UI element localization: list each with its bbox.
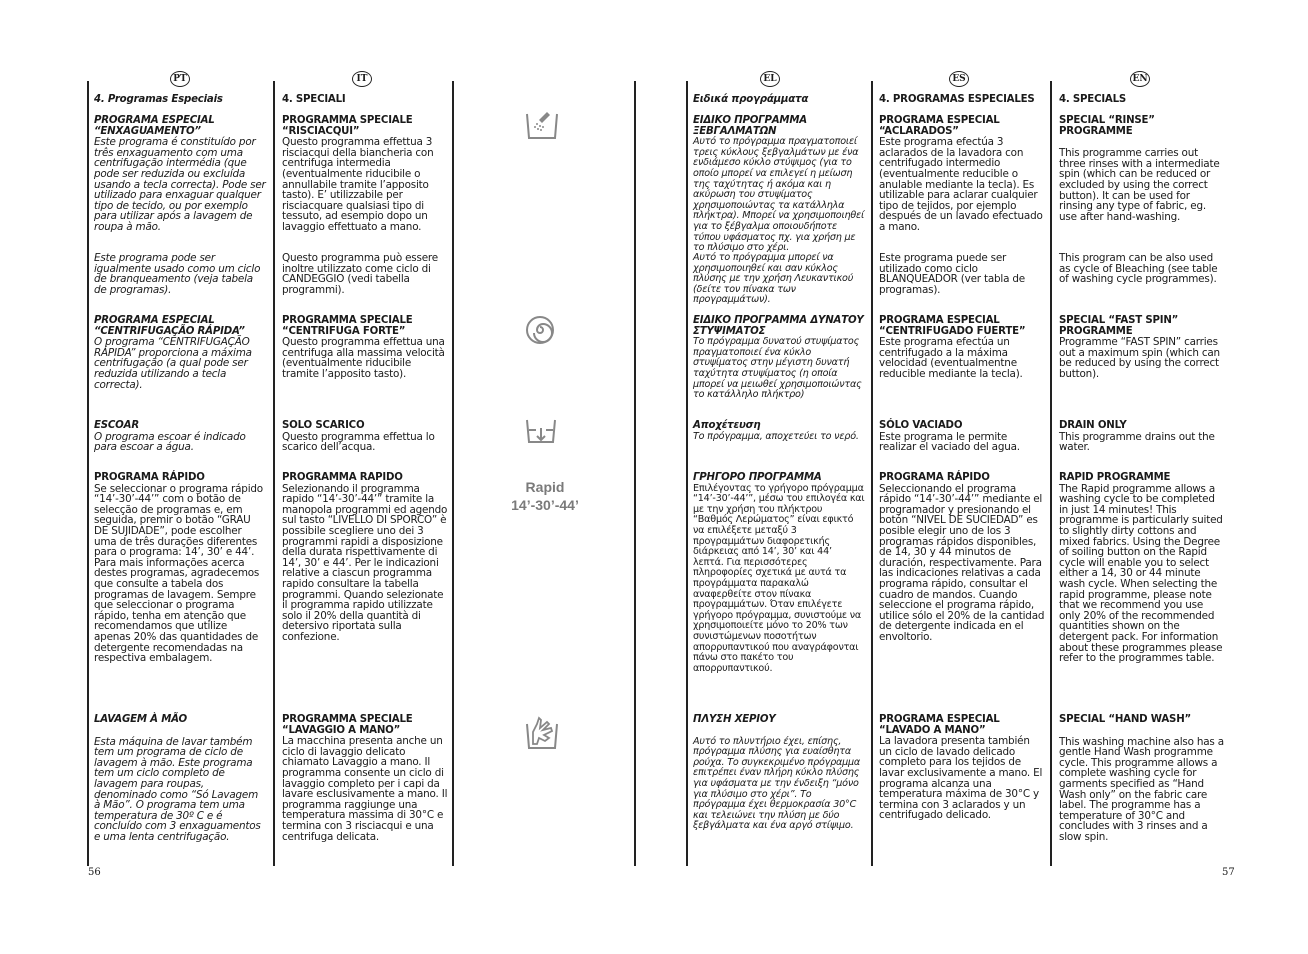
section-spin — [1059, 316, 1225, 380]
section-text: The Rapid programme allows a washing cycle to be completed in just 14 minutes! This programme is particularly suited to slightly dirty cottons and mixed fabrics. Using the Degree of soiling button on the Rapid cycle will enable you to select either a 14, 30 or 44 minute wash cycle. When selecting the rapid programme, please note that we recommend you use only 20% of the recommended quantities shown on the detergent pack. For information about these programmes please refer to the programmes table. — [1059, 482, 1223, 665]
section-text: Este programa é constituído por três enxaguamento com uma centrifugação intermédia (que pode ser reduzida ou excluída usando a tecla correcta). Pode ser utilizado para enxaguar qualquer tipo de tecido, ou por exemplo para utilizar após a lavagem de roupa à mão. — [94, 136, 266, 233]
section-rapid — [879, 473, 1045, 643]
section-drain — [94, 421, 266, 453]
section-title: PROGRAMMA SPECIALE “LAVAGGIO A MANO” — [282, 714, 413, 736]
section-title: SPECIAL “FAST SPIN” PROGRAMME — [1059, 315, 1179, 337]
section-text: La macchina presenta anche un ciclo di lavaggio delicato chiamato Lavaggio a mano. Il programma consente un ciclo di lavaggio completo per i capi da lavare esclusivamente a mano. Il programma raggiunge una temperatura massima di 30°C e termina con 3 risciacqui e una centrifuga delicata. — [282, 735, 448, 843]
section-text: O programa “CENTRIFUGAÇÃO RÁPIDA” proporciona a máxima centrifugação (a qual pode ser reduzida utilizando a tecla correcta). — [94, 336, 252, 391]
section-text: Selezionando il programma rapido “14’-30’-44’” tramite la manopola programmi ed agendo sul tasto “LIVELLO DI SPORCO” è possibile scegliere uno dei 3 programmi rapidi a disposizione della durata rispettivamente di 14’, 30’ e 44’. Per le indicazioni relative a ciascun programma rapido consultare la tabella programmi. Quando selezionate il programma rapido utilizzate solo il 20% della quantità di detersivo riportata sulla confezione. — [282, 482, 448, 643]
section-title: DRAIN ONLY — [1059, 420, 1127, 431]
section-rapid — [693, 473, 865, 674]
section-rinse — [879, 116, 1045, 233]
section-text: Esta máquina de lavar também tem um programa de ciclo de lavagem à mão. Este programa tem um ciclo completo de lavagem para roupas, denominado como “Só Lavagem à Mão”. O programa tem uma temperatura de 30º C e é concluído com 3 enxaguamentos e uma lenta centrifugação. — [94, 735, 261, 843]
column-divider — [452, 81, 454, 866]
rinse-shower-icon — [525, 110, 559, 140]
section-text: This programme drains out the water. — [1059, 430, 1215, 454]
column-divider — [87, 81, 89, 866]
section-spin — [282, 316, 448, 380]
section-title: ΕΙΔΙΚΟ ΠΡΟΓΡΑΜΜΑ ΞΕΒΓΑΛΜΑΤΩΝ — [693, 115, 807, 137]
column-divider — [634, 81, 636, 866]
section-title: PROGRAMA ESPECIAL “CENTRIFUGAÇÃO RÁPIDA” — [94, 315, 245, 337]
section-text: Αυτό το πλυντήριο έχει, επίσης, πρόγραμμα πλύσης για ευαίσθητα ρούχα. Το συγκεκριμένο πρόγραμμα επιτρέπει έναν πλήρη κύκλο πλύσης για υφάσματα με την ένδειξη “μόνο για πλύσιμο στο χέρι”. Το πρόγραμμα έχει θερμοκρασία 30°C και τελειώνει την πλύση με δύο ξεβγάλματα και ένα αργό στίψιμο. — [693, 735, 861, 832]
language-badge-pt: PT — [170, 71, 190, 87]
section-title: PROGRAMMA SPECIALE “CENTRIFUGA FORTE” — [282, 315, 413, 337]
section-drain — [282, 421, 448, 453]
section-text: Το πρόγραμμα, αποχετεύει το νερό. — [693, 430, 859, 442]
section-title: PROGRAMA ESPECIAL “CENTRIFUGADO FUERTE” — [879, 315, 1026, 337]
section-text: This program can be also used as cycle of Bleaching (see table of washing cycle programmes). — [1059, 252, 1218, 286]
hand-wash-icon — [525, 714, 559, 750]
language-badge-es: ES — [949, 71, 969, 87]
section-hand-wash — [693, 715, 865, 832]
section-drain — [879, 421, 1045, 453]
section-title: PROGRAMA ESPECIAL “ACLARADOS” — [879, 115, 1000, 137]
drain-icon — [525, 418, 557, 448]
section-title: SPECIAL “HAND WASH” — [1059, 714, 1192, 725]
section-text: Questo programma può essere inoltre utilizzato come ciclo di CANDEGGIO (vedi tabella programmi). — [282, 252, 438, 296]
section-title: ESCOAR — [94, 420, 139, 431]
section-text: Se seleccionar o programa rápido “14’-30’-44’” com o botão de selecção de programas e, em seguida, premir o botão “GRAU DE SUJIDADE”, pode escolher uma de três durações diferentes para o programa: 14’, 30’ e 44’. Para mais informações acerca destes programas, agradecemos que consulte a tabela dos programas de lavagem. Sempre que seleccionar o programa rápido, tenha em atenção que recomendamos que utilize apenas 20% das quantidades de detergente recomendadas na respectiva embalagem. — [94, 482, 263, 665]
section-title: ΓΡΗΓΟΡΟ ΠΡΟΓΡΑΜΜΑ — [693, 472, 822, 483]
section-title: SOLO SCARICO — [282, 420, 365, 431]
section-title: PROGRAMA ESPECIAL “ENXAGUAMENTO” — [94, 115, 215, 137]
section-hand-wash — [879, 715, 1045, 821]
rapid-label — [500, 478, 590, 514]
column-divider — [1050, 81, 1052, 866]
section-text: La lavadora presenta también un ciclo de lavado delicado completo para los tejidos de lavar exclusivamente a mano. El programa alcanza una temperatura máxima de 30°C y termina con 3 aclarados y un centrifugado delicado. — [879, 735, 1043, 822]
column-divider — [273, 81, 275, 866]
section-rinse — [282, 116, 448, 233]
section-text: Το πρόγραμμα δυνατού στυψίματος πραγματοποιεί ένα κύκλο στυψίματος στην μέγιστη δυνατή ταχύτητα στυψίματος (η οποία μπορεί να μειωθεί χρησιμοποιώντας το κατάλληλο πλήκτρο) — [693, 336, 862, 401]
section-text: Questo programma effettua lo scarico dell’acqua. — [282, 430, 435, 454]
section-heading: Ειδικά προγράμματα — [693, 94, 809, 105]
section-text: Este programa efectúa 3 aclarados de la lavadora con centrifugado intermedio (eventualmente reducible o anulable mediante la tecla). Es utilizable para aclarar cualquier tipo de tejidos, por ejemplo después de un lavado efectuado a mano. — [879, 136, 1043, 233]
section-title: ΕΙΔΙΚΟ ΠΡΟΓΡΑΜΜΑ ΔΥΝΑΤΟΥ ΣΤΥΨΙΜΑΤΟΣ — [693, 315, 864, 337]
section-title: PROGRAMA RÁPIDO — [879, 472, 990, 483]
column-divider — [686, 81, 688, 866]
section-title: SPECIAL “RINSE” PROGRAMME — [1059, 115, 1155, 137]
section-title: PROGRAMA ESPECIAL “LAVADO A MANO” — [879, 714, 1000, 736]
language-badge-en: EN — [1130, 71, 1150, 87]
section-text: Επιλέγοντας το γρήγορο πρόγραμμα “14’-30’-44’”, μέσω του επιλογέα και με την χρήση του πλήκτρου “Βαθμός Λερώματος” είναι εφικτό να επιλέξετε μεταξύ 3 προγραμμάτων διαφορετικής διάρκειας από 14’, 30’ και 44’ λεπτά. Για περισσότερες πληροφορίες σχετικά με αυτά τα προγράμματα παρακαλώ αναφερθείτε στον πίνακα προγραμμάτων. Όταν επιλέγετε γρήγορο πρόγραμμα, συνιστούμε να χρησιμοποιείτε μόνο το 20% των συνιστώμενων ποσοτήτων απορρυπαντικού που αναγράφονται πάνω στο πακέτο του απορρυπαντικού. — [693, 482, 865, 674]
page-number-right: 57 — [1222, 867, 1235, 878]
section-title: LAVAGEM À MÃO — [94, 714, 187, 725]
section-rinse — [94, 116, 266, 233]
language-badge-el: EL — [760, 71, 780, 87]
section-text: Programme “FAST SPIN” carries out a maximum spin (which can be reduced by using the correct button). — [1059, 336, 1220, 380]
section-spin — [693, 316, 865, 401]
spin-spiral-icon — [525, 315, 555, 345]
section-text: Este programa efectúa un centrifugado a la máxima velocidad (eventualmentne reducible mediante la tecla). — [879, 336, 1023, 380]
section-text: Αυτό το πρόγραμμα μπορεί να χρησιμοποιηθεί και σαν κύκλος πλύσης με την χρήση Λευκαντικού (δείτε τον πίνακα των προγραμμάτων). — [693, 252, 854, 306]
section-text: Este programa le permite realizar el vaciado del agua. — [879, 430, 1020, 454]
section-hand-wash — [282, 715, 448, 842]
section-title: ΠΛΥΣΗ ΧΕΡΙΟΥ — [693, 714, 776, 725]
section-title: PROGRAMMA SPECIALE “RISCIACQUI” — [282, 115, 413, 137]
section-rapid — [282, 473, 448, 643]
section-text: Questo programma effettua 3 risciacqui della biancheria con centrifuga intermedia (eventualmente riducibile o annullabile tramite l’apposito tasto). E’ utilizzabile per risciacquare qualsiasi tipo di tessuto, ad esempio dopo un lavaggio effettuato a mano. — [282, 136, 434, 233]
section-hand-wash — [1059, 715, 1225, 843]
section-title: PROGRAMMA RAPIDO — [282, 472, 403, 483]
section-text: Este programa pode ser igualmente usado como um ciclo de branqueamento (veja tabela de programas). — [94, 252, 261, 296]
section-spin — [879, 316, 1045, 380]
section-title: Αποχέτευση — [693, 420, 761, 431]
section-text: Questo programma effettua una centrifuga alla massima velocità (eventualmente riducibile tramite l’apposito tasto). — [282, 336, 445, 380]
section-spin — [94, 316, 266, 390]
section-drain — [1059, 421, 1225, 453]
section-text: This programme carries out three rinses with a intermediate spin (which can be reduced or excluded by using the correct button). It can be used for rinsing any type of fabric, eg. use after hand-washing. — [1059, 147, 1220, 223]
section-heading: 4. PROGRAMAS ESPECIALES — [879, 94, 1035, 105]
language-badge-it: IT — [352, 71, 372, 87]
section-hand-wash — [94, 715, 266, 843]
section-title: SÓLO VACIADO — [879, 420, 963, 431]
section-text: This washing machine also has a gentle Hand Wash programme cycle. This programme allows a complete washing cycle for garments specified as “Hand Wash only” on the fabric care label. The programme has a temperature of 30°C and concludes with 3 rinses and a slow spin. — [1059, 735, 1224, 843]
page-number-left: 56 — [88, 867, 101, 878]
section-heading: 4. SPECIALS — [1059, 94, 1127, 105]
section-text: O programa escoar é indicado para escoar a água. — [94, 430, 246, 454]
section-heading: 4. SPECIALI — [282, 94, 346, 105]
section-title: RAPID PROGRAMME — [1059, 472, 1171, 483]
section-text: Αυτό το πρόγραμμα πραγματοποιεί τρεις κύκλους ξεβγαλμάτων με ένα ενδιάμεσο κύκλο στύψιμος (για το οποίο μπορεί να επιλεγεί η μείωση της ταχύτητας ή ακόμα και η ακύρωση του στυψίματος χρησιμοποιώντας τα κατάλληλα πλήκτρα). Μπορεί να χρησιμοποιηθεί για το ξέβγαλμα οποιουδήποτε τύπου υφάσματος πχ. για χρήση με το πλύσιμο στο χέρι. — [693, 136, 865, 254]
section-rinse — [1059, 116, 1225, 222]
section-text: Este programa puede ser utilizado como ciclo BLANQUEADOR (ver tabla de programas). — [879, 252, 1025, 296]
section-heading: 4. Programas Especiais — [94, 94, 223, 105]
section-drain — [693, 421, 865, 442]
section-rapid — [1059, 473, 1225, 664]
section-text: Seleccionando el programa rápido “14’-30’-44’” mediante el programador y presionando el botón “NIVEL DE SUCIEDAD” es posible elegir uno de los 3 programas rápidos disponibles, de 14, 30 y 44 minutos de duración, respectivamente. Para las indicaciones relativas a cada programa rápido, consultar el cuadro de mandos. Cuando seleccione el programa rápido, utilice sólo el 20% de la cantidad de detergente indicada en el envoltorio. — [879, 482, 1045, 643]
section-rapid — [94, 473, 266, 664]
rapid-times: 14’-30’-44’ — [511, 497, 579, 513]
section-rinse — [693, 116, 865, 254]
rapid-title: Rapid — [525, 479, 565, 495]
section-title: PROGRAMA RÁPIDO — [94, 472, 205, 483]
column-divider — [871, 81, 873, 866]
